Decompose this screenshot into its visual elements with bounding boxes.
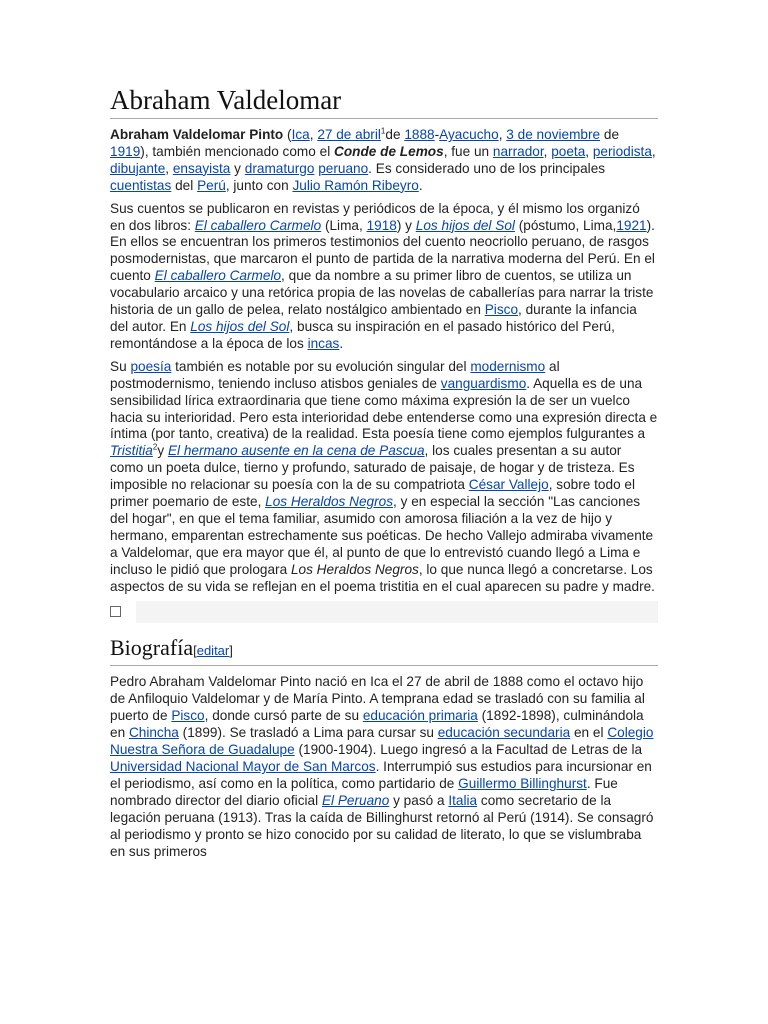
link-educacion-secundaria[interactable]: educación secundaria bbox=[437, 725, 571, 741]
image-placeholder-row bbox=[110, 601, 658, 623]
link-vanguardismo[interactable]: vanguardismo bbox=[440, 375, 527, 391]
footnote-2[interactable]: 2 bbox=[152, 442, 158, 452]
subject-name: Abraham Valdelomar Pinto bbox=[110, 127, 284, 142]
stories-paragraph: Sus cuentos se publicaron en revistas y periódicos de la época, y él mismo los organizó en dos libros: El caballero Carmelo (Lima, 1918) y Los hijos del Sol (póstumo, Lima,1921). En ellos se encuentran los primeros testimonios del cuento neocriollo peruano, de rasgos posmodernistas, que marcaron el punto de partida de la narrativa moderna del Perú. En el cuento El caballero Carmelo, que da nombre a su primer libro de cuentos, se utiliza un vocabulario arcaico y una retórica propia de las novelas de caballerías para narrar la triste historia de un gallo de pelea, relato nostálgico ambientado en Pisco, durante la infancia del autor. En Los hijos del Sol, busca su inspiración en el pasado histórico del Perú, remontándose a la época de los incas. bbox=[110, 200, 655, 351]
link-ica[interactable]: Ica bbox=[291, 127, 310, 142]
link-1919[interactable]: 1919 bbox=[110, 143, 141, 159]
link-pisco[interactable]: Pisco bbox=[484, 302, 519, 318]
link-cesar-vallejo[interactable]: César Vallejo bbox=[468, 477, 549, 493]
link-narrador[interactable]: narrador bbox=[492, 143, 544, 159]
link-pisco-2[interactable]: Pisco bbox=[171, 708, 205, 724]
article-content bbox=[110, 84, 658, 866]
link-27-de-abril[interactable]: 27 de abril bbox=[317, 127, 381, 142]
page-title: Abraham Valdelomar bbox=[110, 84, 658, 119]
link-italia[interactable]: Italia bbox=[448, 792, 478, 808]
poetry-paragraph: Su poesía también es notable por su evolución singular del modernismo al postmodernismo, teniendo incluso atisbos geniales de vanguardismo. Aquella es de una sensibilidad lírica extraordinaria que tiene como máxima expresión la de ser un vuelco hacia su interioridad. Pero esta interioridad debe entenderse como una expresión directa e íntima (por tanto, creativa) de la realidad. Esta poesía tiene como ejemplos fulgurantes a Tristitia$^2$y El hermano ausente en la cena de Pascua, los cuales presentan a su autor como un poeta dulce, tierno y profundo, saturado de paisaje, de hogar y de tristeza. Es imposible no relacionar su poesía con la de su compatriota César Vallejo, sobre todo el primer poemario de este, Los Heraldos Negros, y en especial la sección "Las canciones del hogar", en que el tema familiar, asumido con amorosa filiación a la vez de hijo y hermano, emparentan estrechamente sus poéticas. De hecho Vallejo admiraba vivamente a Valdelomar, que era mayor que él, al punto de que lo entrevistó cuando llegó a Lima e incluso le pidió que prologara Los Heraldos Negros, lo que nunca llegó a concretarse. Los aspectos de su vida se reflejan en el poema tristitia en el cual aparecen su padre y madre. bbox=[110, 358, 658, 594]
link-ensayista[interactable]: ensayista bbox=[172, 160, 231, 176]
link-poeta[interactable]: poeta bbox=[551, 143, 586, 159]
link-1918[interactable]: 1918 bbox=[366, 217, 397, 233]
link-peruano[interactable]: peruano bbox=[318, 160, 369, 176]
link-colegio-guadalupe[interactable]: Colegio Nuestra Señora de Guadalupe bbox=[110, 725, 654, 758]
link-1921[interactable]: 1921 bbox=[616, 217, 647, 233]
link-dramaturgo[interactable]: dramaturgo bbox=[244, 160, 315, 176]
link-el-caballero-carmelo[interactable]: El caballero Carmelo bbox=[194, 217, 322, 233]
link-peru[interactable]: Perú bbox=[197, 177, 226, 193]
link-poesia[interactable]: poesía bbox=[130, 358, 172, 374]
link-el-peruano[interactable]: El Peruano bbox=[321, 792, 390, 808]
link-unmsm[interactable]: Universidad Nacional Mayor de San Marcos bbox=[110, 759, 376, 774]
biography-paragraph: Pedro Abraham Valdelomar Pinto nació en Ica el 27 de abril de 1888 como el octavo hijo de Anfiloquio Valdelomar y de María Pinto. A temprana edad se trasladó con su familia al puerto de Pisco, donde cursó parte de su educación primaria (1892-1898), culminándola en Chincha (1899). Se trasladó a Lima para cursar su educación secundaria en el Colegio Nuestra Señora de Guadalupe (1900-1904). Luego ingresó a la Facultad de Letras de la Universidad Nacional Mayor de San Marcos. Interrumpió sus estudios para incursionar en el periodismo, así como en la política, como partidario de Guillermo Billinghurst. Fue nombrado director del diario oficial El Peruano y pasó a Italia como secretario de la legación peruana (1913). Tras la caída de Billinghurst retornó al Perú (1914). Se consagró al periodismo y pronto se hizo conocido por su calidad de literato, lo que se vislumbraba en sus primeros bbox=[110, 674, 654, 859]
section-title: Biografía bbox=[110, 635, 194, 661]
link-1888[interactable]: 1888 bbox=[404, 127, 435, 142]
link-cuentistas[interactable]: cuentistas bbox=[110, 177, 172, 193]
link-periodista[interactable]: periodista bbox=[592, 143, 652, 159]
link-modernismo[interactable]: modernismo bbox=[470, 358, 546, 374]
link-tristitia[interactable]: Tristitia bbox=[110, 443, 153, 459]
link-el-hermano-ausente[interactable]: El hermano ausente en la cena de Pascua bbox=[167, 443, 425, 459]
link-chincha[interactable]: Chincha bbox=[128, 725, 179, 741]
italic-los-heraldos-negros: Los Heraldos Negros bbox=[290, 561, 419, 577]
alias-conde-de-lemos: Conde de Lemos bbox=[334, 143, 444, 159]
link-guillermo-billinghurst[interactable]: Guillermo Billinghurst bbox=[458, 775, 587, 791]
link-los-hijos-del-sol[interactable]: Los hijos del Sol bbox=[415, 217, 515, 233]
edit-link[interactable]: editar bbox=[196, 643, 230, 659]
link-los-heraldos-negros[interactable]: Los Heraldos Negros bbox=[265, 494, 394, 510]
image-caption-bar bbox=[136, 601, 658, 623]
section-heading-biografia bbox=[110, 635, 658, 666]
footnote-1[interactable]: 1 bbox=[380, 126, 386, 136]
link-julio-ramon-ribeyro[interactable]: Julio Ramón Ribeyro bbox=[292, 177, 419, 193]
edit-section: [editar] bbox=[193, 643, 233, 659]
link-3-de-noviembre[interactable]: 3 de noviembre bbox=[506, 127, 601, 142]
intro-paragraph: Abraham Valdelomar Pinto (Ica, 27 de abril$^1$de 1888-Ayacucho, 3 de noviembre de 1919), también mencionado como el Conde de Lemos, fue un narrador, poeta, periodista, dibujante, ensayista y dramaturgo peruano. Es considerado uno de los principales cuentistas del Perú, junto con Julio Ramón Ribeyro. bbox=[110, 126, 656, 193]
link-dibujante[interactable]: dibujante bbox=[110, 160, 166, 176]
broken-image-icon[interactable] bbox=[110, 606, 121, 617]
link-ayacucho[interactable]: Ayacucho bbox=[439, 127, 499, 142]
link-educacion-primaria[interactable]: educación primaria bbox=[362, 708, 478, 724]
link-los-hijos-del-sol-2[interactable]: Los hijos del Sol bbox=[190, 318, 290, 334]
link-incas[interactable]: incas bbox=[307, 335, 340, 351]
link-el-caballero-carmelo-2[interactable]: El caballero Carmelo bbox=[154, 268, 282, 284]
